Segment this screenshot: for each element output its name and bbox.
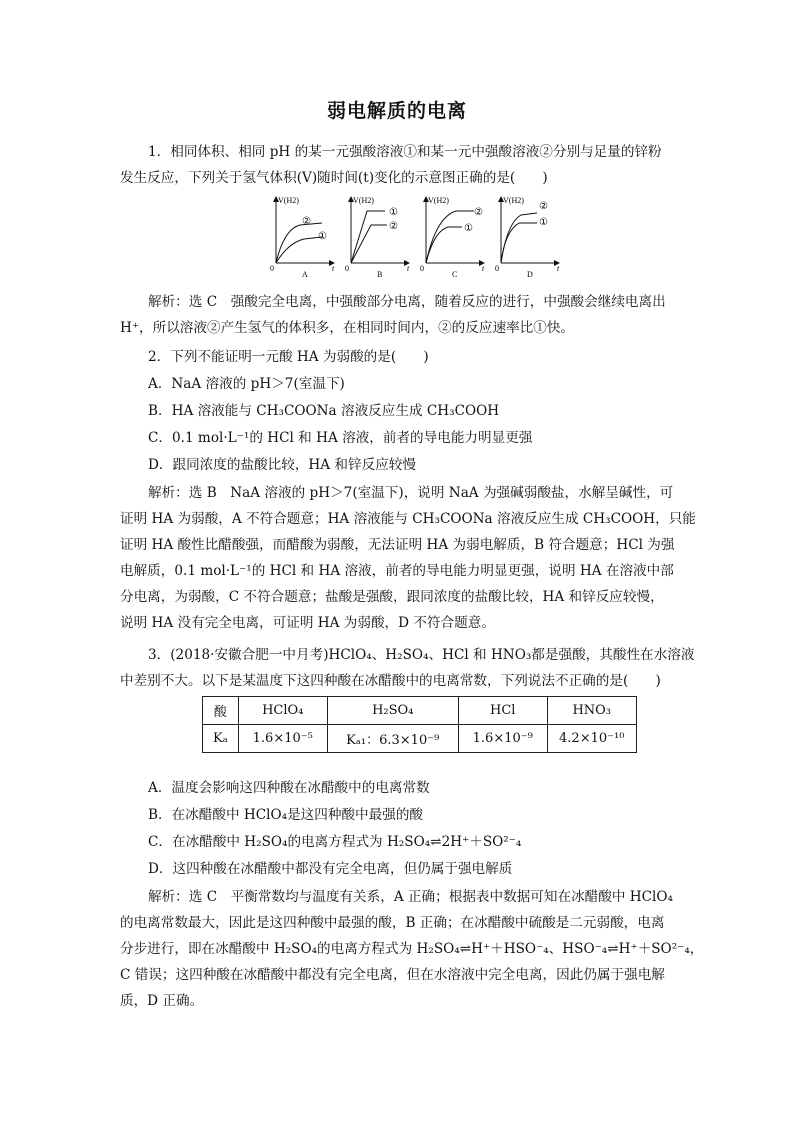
graph-c xyxy=(420,196,485,279)
q1-answer-line1: 解析：选 C 强酸完全电离，中强酸部分电离，随着反应的进行，中强酸会继续电离出 xyxy=(148,294,666,310)
q3-answer-line4: C 错误；这四种酸在冰醋酸中都没有完全电离，但在水溶液中完全电离，因此仍属于强电解 xyxy=(120,967,665,983)
q1-graphs xyxy=(266,193,566,279)
graph-b-curve-bottom: ② xyxy=(389,221,398,232)
graph-c-curve-top: ② xyxy=(474,207,483,218)
graph-b-t: t xyxy=(407,264,410,273)
graph-b xyxy=(345,196,410,279)
q2-answer-line5: 分电离，为弱酸，C 不符合题意；盐酸是强酸，跟同浓度的盐酸比较，HA 和锌反应较慢， xyxy=(120,589,664,605)
graph-a-origin: 0 xyxy=(270,264,274,273)
graph-a xyxy=(270,196,335,279)
graph-b-label: B xyxy=(377,270,383,279)
table-cell: 4.2×10⁻¹⁰ xyxy=(547,725,636,753)
graph-d-curve-top: ② xyxy=(539,201,548,212)
graph-d-ylabel: V(H2) xyxy=(503,196,524,205)
graph-a-curve-bottom: ① xyxy=(318,231,327,242)
graph-a-t: t xyxy=(332,264,335,273)
graph-c-t: t xyxy=(482,264,485,273)
graph-d-origin: 0 xyxy=(495,264,499,273)
q3-answer-line5: 质，D 正确。 xyxy=(120,993,204,1009)
graph-d-curve-bottom: ① xyxy=(539,217,548,228)
q1-stem-line2: 发生反应，下列关于氢气体积(V)随时间(t)变化的示意图正确的是( ) xyxy=(120,170,548,186)
table-cell: 1.6×10⁻⁵ xyxy=(238,725,327,753)
table-header-row xyxy=(203,697,637,725)
q2-option-a: A．NaA 溶液的 pH＞7(室温下) xyxy=(148,376,345,392)
q3-answer-line2: 的电离常数最大，因此是这四种酸中最强的酸，B 正确；在冰醋酸中硫酸是二元弱酸，电离 xyxy=(120,915,665,931)
q2-answer-line4: 电解质，0.1 mol·L⁻¹的 HCl 和 HA 溶液，前者的导电能力明显更强，说明 HA 在溶液中部 xyxy=(120,563,674,579)
table-header-cell: HNO₃ xyxy=(547,697,636,725)
table-header-cell: H₂SO₄ xyxy=(327,697,458,725)
graph-c-ylabel: V(H2) xyxy=(428,196,449,205)
graph-b-curve-top: ① xyxy=(389,207,398,218)
q2-answer-line2: 证明 HA 为弱酸，A 不符合题意；HA 溶液能与 CH₃COONa 溶液反应生成 CH₃COOH，只能 xyxy=(120,511,696,527)
graph-a-label: A xyxy=(302,270,308,279)
graph-b-origin: 0 xyxy=(345,264,349,273)
graph-d-t: t xyxy=(557,264,560,273)
q2-option-b: B．HA 溶液能与 CH₃COONa 溶液反应生成 CH₃COOH xyxy=(148,403,500,419)
q2-answer-line3: 证明 HA 酸性比醋酸强，而醋酸为弱酸，无法证明 HA 为弱电解质，B 符合题意；HCl 为强 xyxy=(120,537,675,553)
table-header-cell: HCl xyxy=(458,697,547,725)
table-cell: Kₐ₁：6.3×10⁻⁹ xyxy=(327,725,458,753)
q2-option-d: D．跟同浓度的盐酸比较，HA 和锌反应较慢 xyxy=(148,457,416,473)
graph-b-ylabel: V(H2) xyxy=(353,196,374,205)
graph-set xyxy=(266,193,566,279)
q3-answer-line1: 解析：选 C 平衡常数均与温度有关系，A 正确；根据表中数据可知在冰醋酸中 HClO₄ xyxy=(148,889,673,905)
graph-c-label: C xyxy=(452,270,458,279)
q3-answer-line3: 分步进行，即在冰醋酸中 H₂SO₄的电离方程式为 H₂SO₄⇌H⁺＋HSO⁻₄、HSO⁻₄⇌H⁺＋SO²⁻₄， xyxy=(120,941,704,957)
graph-a-ylabel: V(H2) xyxy=(278,196,299,205)
table-row xyxy=(203,725,637,753)
graph-c-curve-bottom: ① xyxy=(464,223,473,234)
graph-c-origin: 0 xyxy=(420,264,424,273)
q1-stem-line1: 1．相同体积、相同 pH 的某一元强酸溶液①和某一元中强酸溶液②分别与足量的锌粉 xyxy=(148,144,662,160)
q1-answer-line2: H⁺，所以溶液②产生氢气的体积多，在相同时间内，②的反应速率比①快。 xyxy=(120,320,575,336)
q2-stem: 2．下列不能证明一元酸 HA 为弱酸的是( ) xyxy=(148,349,429,365)
q2-answer-line6: 说明 HA 没有完全电离，可证明 HA 为弱酸，D 不符合题意。 xyxy=(120,615,495,631)
graph-d-label: D xyxy=(527,270,533,279)
table-cell: 1.6×10⁻⁹ xyxy=(458,725,547,753)
q3-option-d: D．这四种酸在冰醋酸中都没有完全电离，但仍属于强电解质 xyxy=(148,861,513,877)
q3-stem-line1: 3．(2018·安徽合肥一中月考)HClO₄、H₂SO₄、HCl 和 HNO₃都是强酸，其酸性在水溶液 xyxy=(148,647,695,663)
graph-a-curve-top: ② xyxy=(302,216,311,227)
q2-answer-line1: 解析：选 B NaA 溶液的 pH＞7(室温下)，说明 NaA 为强碱弱酸盐，水解呈碱性，可 xyxy=(148,485,674,501)
page-title: 弱电解质的电离 xyxy=(326,100,467,122)
q3-option-a: A．温度会影响这四种酸在冰醋酸中的电离常数 xyxy=(148,780,430,796)
q3-stem-line2: 中差别不大。以下是某温度下这四种酸在冰醋酸中的电离常数，下列说法不正确的是( ) xyxy=(120,673,661,689)
acid-constant-table xyxy=(202,696,637,753)
table-cell: Kₐ xyxy=(203,725,239,753)
table-header-cell: HClO₄ xyxy=(238,697,327,725)
graph-d xyxy=(495,196,560,279)
q3-option-b: B．在冰醋酸中 HClO₄是这四种酸中最强的酸 xyxy=(148,807,424,823)
table-header-cell: 酸 xyxy=(203,697,239,725)
q3-option-c: C．在冰醋酸中 H₂SO₄的电离方程式为 H₂SO₄⇌2H⁺＋SO²⁻₄ xyxy=(148,834,522,850)
q2-option-c: C．0.1 mol·L⁻¹的 HCl 和 HA 溶液，前者的导电能力明显更强 xyxy=(148,430,533,446)
